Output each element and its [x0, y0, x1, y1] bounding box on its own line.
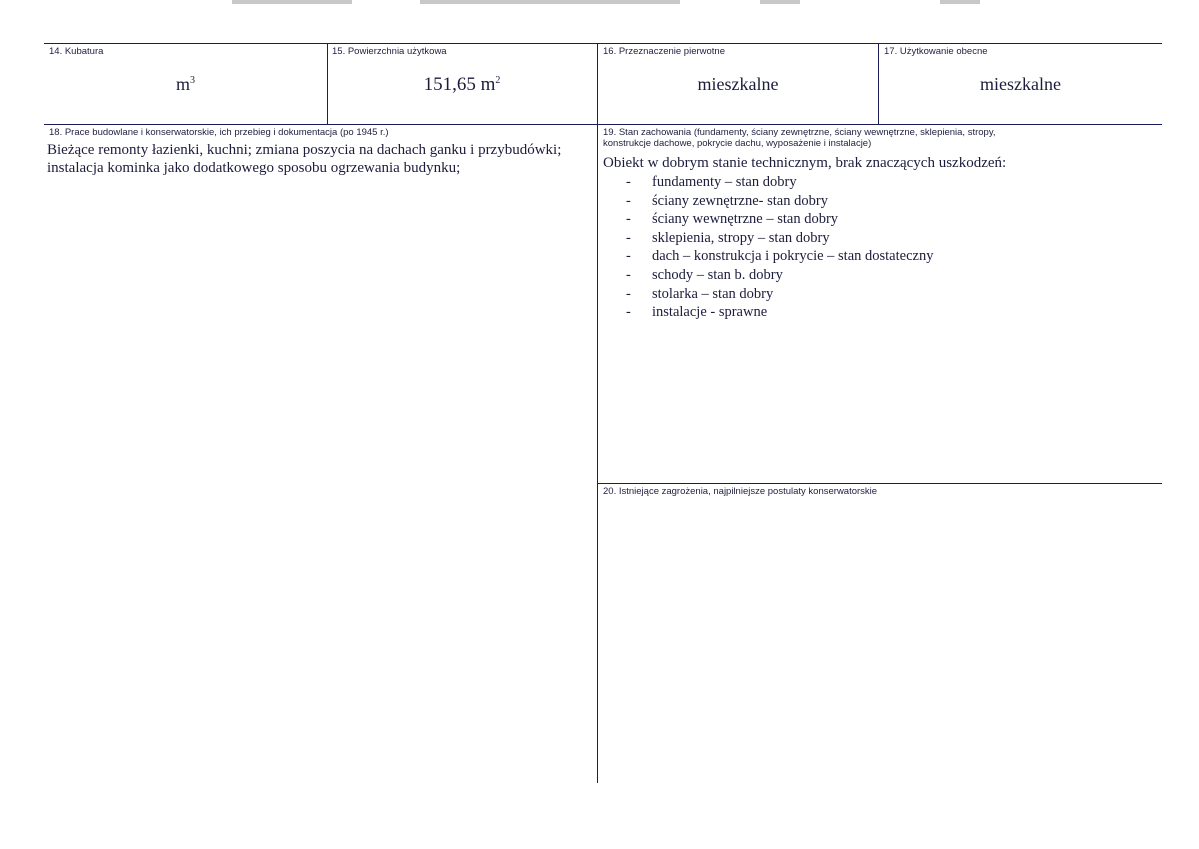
- list-bullet: -: [626, 174, 631, 190]
- condition-item-text: sklepienia, stropy – stan dobry: [652, 229, 830, 246]
- field-14-unit-exponent: 3: [190, 75, 195, 86]
- condition-item-text: stolarka – stan dobry: [652, 285, 774, 302]
- field-15-value: [327, 74, 597, 96]
- section-18-label: 18. Prace budowlane i konserwatorskie, ich przebieg i dokumentacja (po 1945 r.): [49, 127, 389, 138]
- section-19-label: 19. Stan zachowania (fundamenty, ściany zewnętrzne, ściany wewnętrzne, sklepienia, stropy,: [603, 127, 996, 138]
- list-bullet: -: [626, 248, 631, 265]
- field-16-label: 16. Przeznaczenie pierwotne: [603, 46, 725, 57]
- section-19-intro: Obiekt w dobrym stanie technicznym, brak znaczących uszkodzeń:: [603, 155, 1007, 171]
- condition-item: [626, 210, 933, 229]
- condition-item: [626, 285, 933, 304]
- scan-artifact: [940, 0, 980, 4]
- condition-item: [626, 247, 933, 266]
- section-divider: [598, 483, 1162, 484]
- condition-item-text: instalacje - sprawne: [652, 304, 768, 321]
- field-17-label: 17. Użytkowanie obecne: [884, 46, 988, 57]
- list-bullet: -: [626, 211, 631, 228]
- field-14-label: 14. Kubatura: [49, 46, 104, 57]
- field-14-value: [44, 74, 327, 95]
- field-14-unit: m: [175, 74, 190, 94]
- scan-artifact: [760, 0, 800, 4]
- condition-item: [626, 192, 933, 211]
- table-top-border: [44, 43, 1162, 44]
- condition-item: [626, 303, 933, 322]
- list-bullet: -: [626, 229, 631, 246]
- section-18-line-2: instalacja kominka jako dodatkowego sposobu ogrzewania budynku;: [47, 160, 461, 176]
- scan-artifact: [232, 0, 352, 4]
- field-15-number: 151,65 m: [423, 74, 496, 95]
- condition-item-text: ściany wewnętrzne – stan dobry: [652, 211, 839, 228]
- field-16-value: mieszkalne: [697, 74, 779, 94]
- list-bullet: -: [626, 192, 631, 209]
- condition-item-text: dach – konstrukcja i pokrycie – stan dostateczny: [652, 248, 934, 265]
- condition-list: [626, 173, 933, 322]
- list-bullet: -: [626, 304, 631, 321]
- field-15-unit-exponent: 2: [495, 75, 501, 86]
- section-20-label: 20. Istniejące zagrożenia, najpilniejsze postulaty konserwatorskie: [603, 486, 878, 497]
- condition-item-text: ściany zewnętrzne- stan dobry: [652, 192, 828, 209]
- section-18-line-1: Bieżące remonty łazienki, kuchni; zmiana poszycia na dachach ganku i przybudówki;: [47, 142, 562, 158]
- row-divider: [44, 124, 1162, 125]
- section-19-label-cont: konstrukcje dachowe, pokrycie dachu, wyposażenie i instalacje): [603, 138, 872, 149]
- condition-item: [626, 229, 933, 248]
- list-bullet: -: [626, 266, 631, 283]
- condition-item-text: schody – stan b. dobry: [652, 266, 783, 283]
- condition-item-text: fundamenty – stan dobry: [652, 174, 797, 190]
- scan-artifact: [420, 0, 680, 4]
- column-divider-main: [597, 43, 598, 783]
- field-15-label: 15. Powierzchnia użytkowa: [332, 46, 447, 57]
- condition-item: [626, 173, 933, 192]
- condition-item: [626, 266, 933, 285]
- field-17-value: mieszkalne: [980, 74, 1061, 94]
- list-bullet: -: [626, 285, 631, 302]
